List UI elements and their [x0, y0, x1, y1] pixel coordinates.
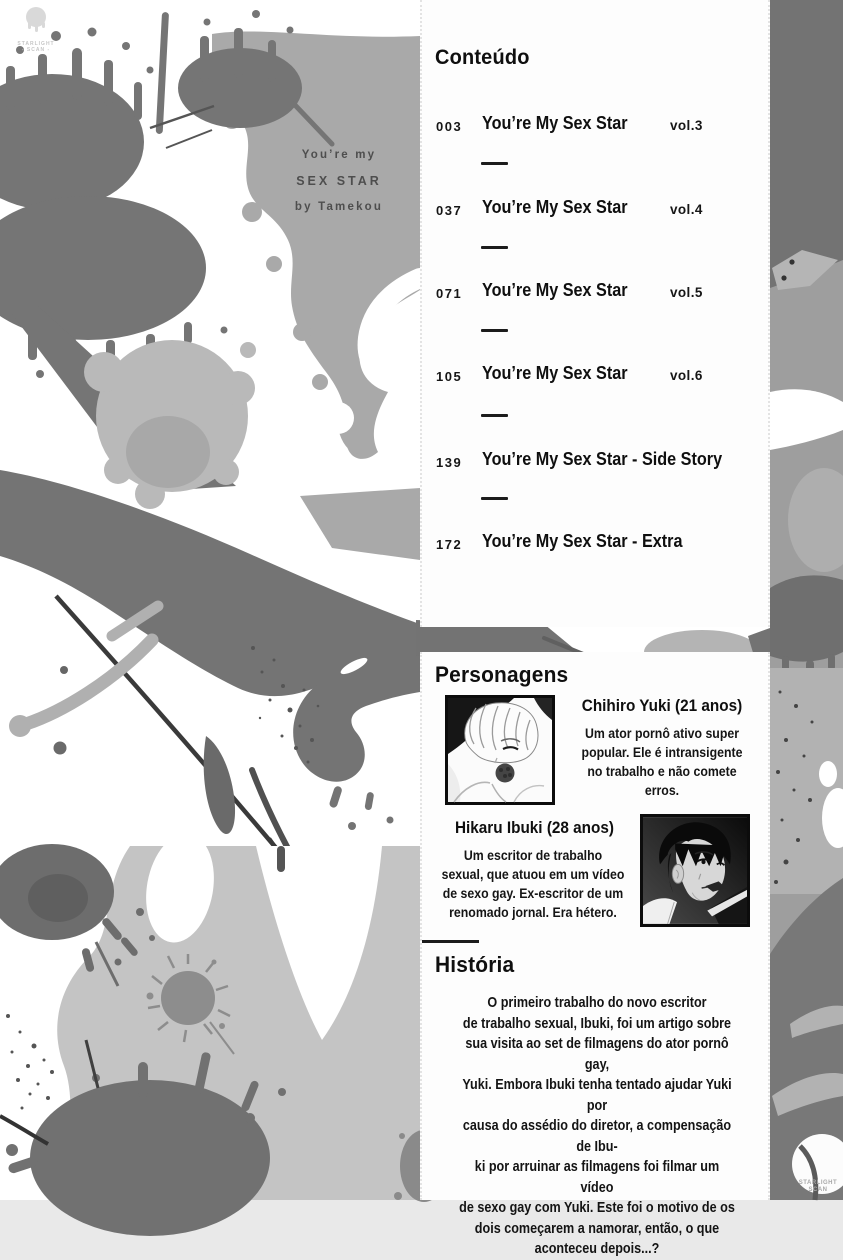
- watermark: [794, 1180, 842, 1194]
- logo-text-line2: - SCAN -: [21, 47, 51, 53]
- toc-separator-dash: [481, 414, 508, 417]
- watermark-line1: STARLIGHT: [798, 1180, 838, 1186]
- hikaru-name: Hikaru Ibuki (28 anos): [454, 818, 614, 837]
- ink-bottom-left: [0, 828, 448, 1236]
- section-divider: [422, 940, 479, 943]
- toc-title: You’re My Sex Star: [482, 280, 628, 300]
- toc-entry: [422, 448, 768, 476]
- toc-entry: [422, 362, 768, 390]
- hikaru-portrait: [640, 814, 750, 927]
- toc-page-number: 105: [436, 369, 463, 384]
- characters-heading: Personagens: [435, 662, 569, 687]
- toc-entry: [422, 112, 768, 140]
- toc-title: You’re My Sex Star: [482, 113, 628, 133]
- drippy-circle-icon: [10, 6, 62, 36]
- toc-volume: vol.5: [670, 285, 703, 300]
- cover-credit: [281, 142, 397, 220]
- hikaru-portrait-drawing: [643, 817, 747, 924]
- chihiro-portrait: [445, 695, 555, 805]
- chihiro-description: Um ator pornô ativo super popular. Ele é intransigente no trabalho e não comete erros.: [581, 725, 743, 798]
- toc-title: You’re My Sex Star - Extra: [482, 531, 683, 551]
- toc-page-number: 139: [436, 455, 463, 470]
- story-heading: História: [435, 952, 515, 977]
- watermark-line2: SCAN: [808, 1187, 828, 1193]
- cover-credit-line2: SEX STAR: [296, 174, 382, 188]
- toc-entry: [422, 279, 768, 307]
- ink-right-strip: [770, 0, 843, 1200]
- toc-volume: vol.3: [670, 118, 703, 133]
- toc-entry: [422, 196, 768, 224]
- toc-volume: vol.6: [670, 368, 703, 383]
- toc-separator-dash: [481, 246, 508, 249]
- chihiro-portrait-drawing: [448, 698, 552, 802]
- cover-credit-line3: by Tamekou: [294, 201, 384, 213]
- contents-heading: Conteúdo: [435, 46, 530, 69]
- toc-page-number: 071: [436, 286, 463, 301]
- toc-page-number: 003: [436, 119, 463, 134]
- cover-credit-line1: You’re my: [301, 149, 377, 161]
- toc-title: You’re My Sex Star - Side Story: [482, 449, 723, 469]
- toc-entry: [422, 530, 768, 558]
- toc-separator-dash: [481, 497, 508, 500]
- toc-page-number: 172: [436, 537, 463, 552]
- toc-title: You’re My Sex Star: [482, 363, 628, 383]
- toc-page-number: 037: [436, 203, 463, 218]
- scanlation-logo: [10, 6, 62, 53]
- chihiro-name: Chihiro Yuki (21 anos): [581, 696, 743, 715]
- toc-title: You’re My Sex Star: [482, 197, 628, 217]
- toc-volume: vol.4: [670, 202, 703, 217]
- story-text: O primeiro trabalho do novo escritor de trabalho sexual, Ibuki, foi um artigo sobre sua visita ao set de filmagens do ator pornô gay, Yuki. Embora Ibuki tenha tentado ajudar Yuki por causa do assédio do diretor, a compensação de Ibu- ki por arruinar as filmagens foi filmar um vídeo de sexo gay com Yuki. Este foi o motivo de os dois começarem a namorar, então, o que aconteceu depois...?: [459, 994, 735, 1257]
- contents-panel: [420, 0, 770, 627]
- toc-separator-dash: [481, 329, 508, 332]
- characters-panel: [420, 652, 770, 1257]
- hikaru-description: Um escritor de trabalho sexual, que atuou em um vídeo de sexo gay. Ex-escritor de um renomado jornal. Era hétero.: [441, 847, 625, 920]
- logo-text-line1: STARLIGHT: [17, 41, 55, 47]
- toc-separator-dash: [481, 162, 508, 165]
